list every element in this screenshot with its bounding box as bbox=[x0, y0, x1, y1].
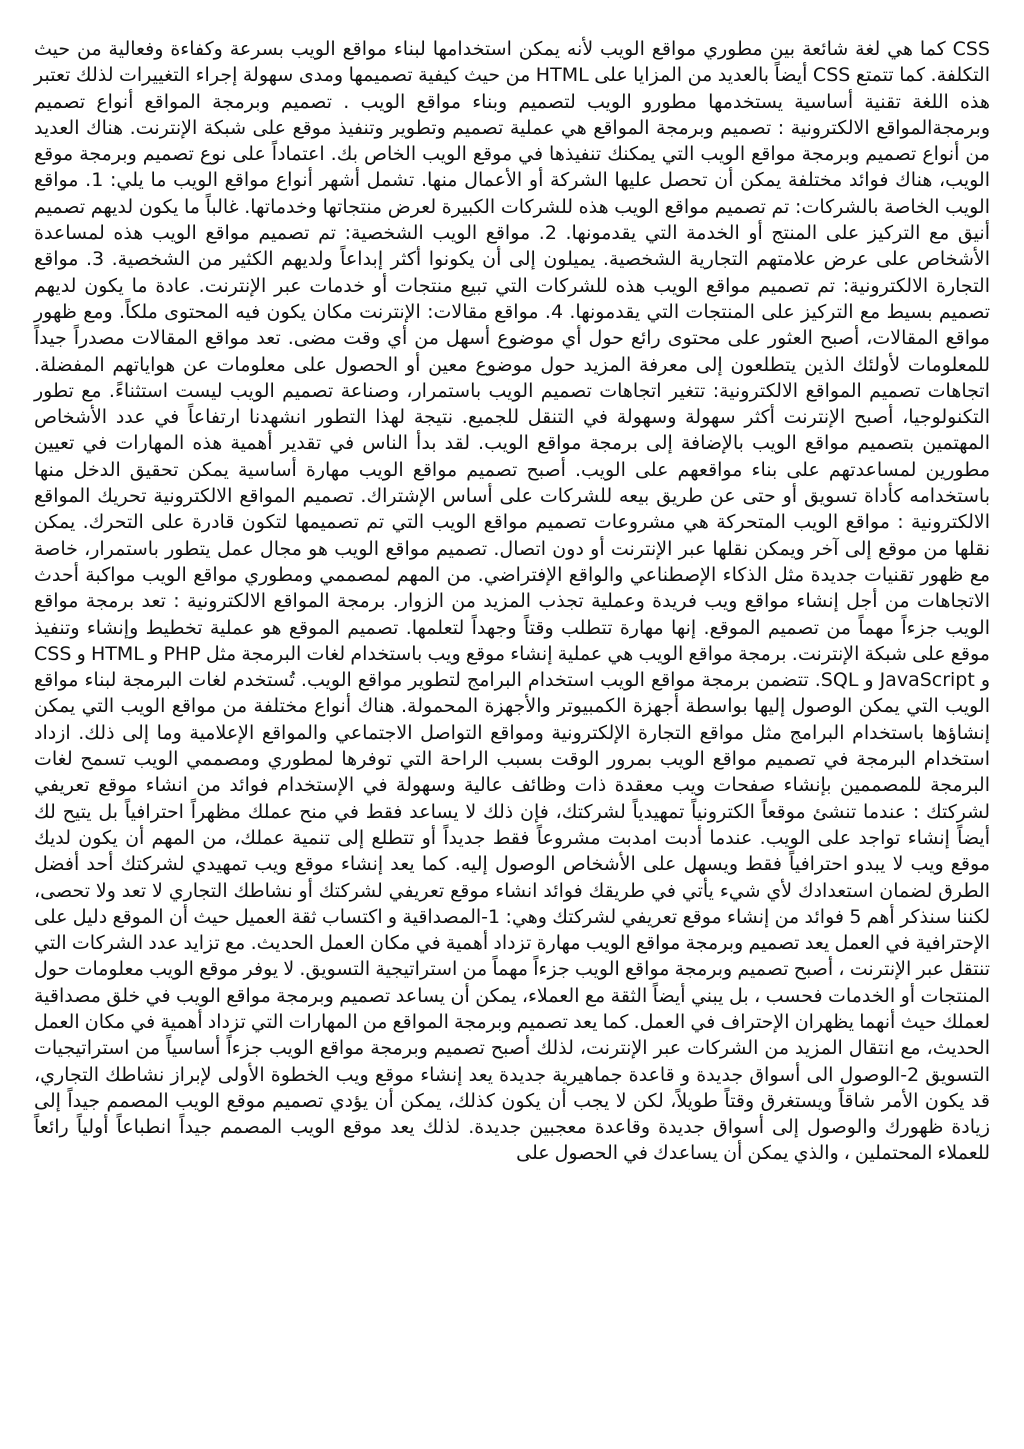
article-body-text: CSS كما هي لغة شائعة بين مطوري مواقع الويب لأنه يمكن استخدامها لبناء مواقع الويب بسرعة وكفاءة وفعالية من حيث التكلفة. كما تتمتع CSS أيضاً بالعديد من المزايا على HTML من حيث كيفية تصميمها ومدى سهولة إجراء التغييرات لذلك تعتبر هذه اللغة تقنية أساسية يستخدمها مطورو الويب لتصميم وبناء مواقع الويب . تصميم وبرمجة المواقع أنواع تصميم وبرمجةالمواقع الالكترونية : تصميم وبرمجة المواقع هي عملية تصميم وتطوير وتنفيذ موقع على شبكة الإنترنت. هناك العديد من أنواع تصميم وبرمجة مواقع الويب التي يمكنك تنفيذها في موقع الويب الخاص بك. اعتماداً على نوع تصميم وبرمجة موقع الويب، هناك فوائد مختلفة يمكن أن تحصل عليها الشركة أو الأعمال منها. تشمل أشهر أنواع مواقع الويب ما يلي: 1. مواقع الويب الخاصة بالشركات: تم تصميم مواقع الويب هذه للشركات الكبيرة لعرض منتجاتها وخدماتها. غالباً ما يكون لديهم تصميم أنيق مع التركيز على المنتج أو الخدمة التي يقدمونها. 2. مواقع الويب الشخصية: تم تصميم مواقع الويب هذه لمساعدة الأشخاص على عرض علامتهم التجارية الشخصية. يميلون إلى أن يكونوا أكثر إبداعاً ولديهم الكثير من الشخصية. 3. مواقع التجارة الالكترونية: تم تصميم مواقع الويب هذه للشركات التي تبيع منتجات أو خدمات عبر الإنترنت. عادة ما يكون لديهم تصميم بسيط مع التركيز على المنتجات التي يقدمونها. 4. مواقع مقالات: الإنترنت مكان يكون فيه المحتوى ملكاً. ومع ظهور مواقع المقالات، أصبح العثور على محتوى رائع حول أي موضوع أسهل من أي وقت مضى. تعد مواقع المقالات مصدراً جيداً للمعلومات لأولئك الذين يتطلعون إلى معرفة المزيد حول موضوع معين أو الحصول على معلومات عن هواياتهم المفضلة. اتجاهات تصميم المواقع الالكترونية: تتغير اتجاهات تصميم الويب باستمرار، وصناعة تصميم الويب ليست استثناءً. مع تطور التكنولوجيا، أصبح الإنترنت أكثر سهولة وسهولة في التنقل للجميع. نتيجة لهذا التطور انشهدنا ارتفاعاً في عدد الأشخاص المهتمين بتصميم مواقع الويب بالإضافة إلى برمجة مواقع الويب. لقد بدأ الناس في تقدير أهمية هذه المهارات في تعيين مطورين لمساعدتهم على بناء مواقعهم على الويب. أصبح تصميم مواقع الويب مهارة أساسية يمكن تحقيق الدخل منها باستخدامه كأداة تسويق أو حتى عن طريق بيعه للشركات على أساس الإشتراك. تصميم المواقع الالكترونية تحريك المواقع الالكترونية : مواقع الويب المتحركة هي مشروعات تصميم مواقع الويب التي تم تصميمها لتكون قادرة على التحرك. يمكن نقلها من موقع إلى آخر ويمكن نقلها عبر الإنترنت أو دون اتصال. تصميم مواقع الويب هو مجال عمل يتطور باستمرار، خاصة مع ظهور تقنيات جديدة مثل الذكاء الإصطناعي والواقع الإفتراضي. من المهم لمصممي ومطوري مواقع الويب مواكبة أحدث الاتجاهات من أجل إنشاء مواقع ويب فريدة وعملية تجذب المزيد من الزوار. برمجة المواقع الالكترونية : تعد برمجة مواقع الويب جزءاً مهماً من تصميم الموقع. إنها مهارة تتطلب وقتاً وجهداً لتعلمها. تصميم الموقع هو عملية تخطيط وإنشاء وتنفيذ موقع على شبكة الإنترنت. برمجة مواقع الويب هي عملية إنشاء موقع ويب باستخدام لغات البرمجة مثل PHP و HTML و CSS و JavaScript و SQL. تتضمن برمجة مواقع الويب استخدام البرامج لتطوير مواقع الويب. تُستخدم لغات البرمجة لبناء مواقع الويب التي يمكن الوصول إليها بواسطة أجهزة الكمبيوتر والأجهزة المحمولة. هناك أنواع مختلفة من مواقع الويب التي يمكن إنشاؤها باستخدام البرامج مثل مواقع التجارة الإلكترونية ومواقع التواصل الاجتماعي والمواقع الإعلامية وما إلى ذلك. ازداد استخدام البرمجة في تصميم مواقع الويب بمرور الوقت بسبب الراحة التي توفرها لمطوري ومصممي الويب تسمح لغات البرمجة للمصممين بإنشاء صفحات ويب معقدة ذات وظائف عالية وسهولة في الإستخدام فوائد من انشاء موقع تعريفي لشركتك : عندما تنشئ موقعاً الكترونياً تمهيدياً لشركتك، فإن ذلك لا يساعد فقط في منح عملك مظهراً احترافياً بل يتيح لك أيضاً إنشاء تواجد على الويب. عندما أدبت امدبت مشروعاً فقط جديداً أو تتطلع إلى تنمية عملك، من المهم أن يكون لديك موقع ويب لا يبدو احترافياً فقط ويسهل على الأشخاص الوصول إليه. كما يعد إنشاء موقع ويب تمهيدي لشركتك أحد أفضل الطرق لضمان استعدادك لأي شيء يأتي في طريقك فوائد انشاء موقع تعريفي لشركتك أو نشاطك التجاري لا تعد ولا تحصى، لكننا سنذكر أهم 5 فوائد من إنشاء موقع تعريفي لشركتك وهي: 1-المصداقية و اكتساب ثقة العميل حيث أن الموقع دليل على الإحترافية في العمل يعد تصميم وبرمجة مواقع الويب مهارة تزداد أهمية في مكان العمل الحديث. مع تزايد عدد الشركات التي تنتقل عبر الإنترنت ، أصبح تصميم وبرمجة مواقع الويب جزءاً مهماً من استراتيجية التسويق. لا يوفر موقع الويب معلومات حول المنتجات أو الخدمات فحسب ، بل يبني أيضاً الثقة مع العملاء، يمكن أن يساعد تصميم وبرمجة مواقع الويب في خلق مصداقية لعملك حيث أنهما يظهران الإحتراف في العمل. كما يعد تصميم وبرمجة المواقع من المهارات التي تزداد أهمية في مكان العمل الحديث، مع انتقال المزيد من الشركات عبر الإنترنت، لذلك أصبح تصميم وبرمجة مواقع الويب جزءاً أساسياً من استراتيجيات التسويق 2-الوصول الى أسواق جديدة و قاعدة جماهيرية جديدة يعد إنشاء موقع ويب الخطوة الأولى لإبراز نشاطك التجاري، قد يكون الأمر شاقاً ويستغرق وقتاً طويلاً، لكن لا يجب أن يكون كذلك، يمكن أن يؤدي تصميم موقع الويب المصمم جيداً إلى زيادة ظهورك والوصول إلى أسواق جديدة وقاعدة معجبين جديدة. لذلك يعد موقع الويب المصمم جيداً انطباعاً أولياً رائعاً للعملاء المحتملين ، والذي يمكن أن يساعدك في الحصول على bbox=[34, 38, 991, 1165]
